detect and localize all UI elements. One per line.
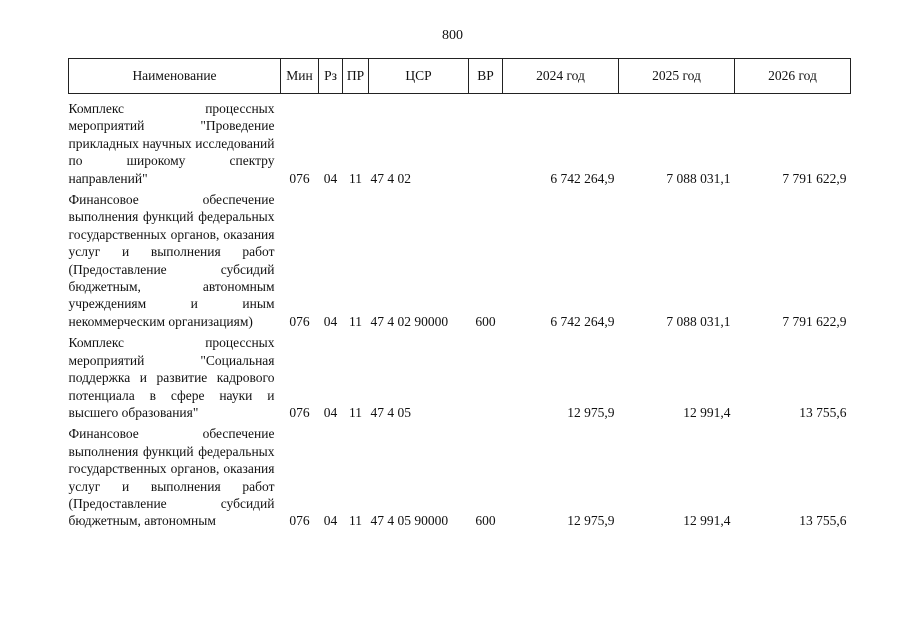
row-csr: 47 4 05: [370, 404, 411, 420]
row-name-text: Комплекс процессных мероприятий "Проведение прикладных научных исследований по широкому спектру направлений": [68, 101, 275, 186]
row-name: [69, 94, 281, 192]
header-pr: ПР: [343, 59, 369, 94]
row-rz: 04: [323, 404, 338, 420]
row-vr: [469, 334, 503, 425]
row-csr: 47 4 02: [370, 170, 411, 186]
row-vr: 600: [475, 313, 496, 329]
header-vr: ВР: [469, 59, 503, 94]
row-rz: 04: [323, 313, 338, 329]
row-name-text: Комплекс процессных мероприятий "Социальная поддержка и развитие кадрового потенциала в сфере науки и высшего образования": [68, 335, 275, 420]
row-rz: 04: [323, 170, 338, 186]
row-2025: 7 088 031,1: [666, 170, 731, 186]
table-row: [69, 94, 851, 192]
header-name: Наименование: [69, 59, 281, 94]
header-csr: ЦСР: [369, 59, 469, 94]
page-number: 800: [442, 28, 463, 43]
row-2025: 12 991,4: [683, 513, 731, 529]
table-body: [69, 94, 851, 534]
row-2024: 12 975,9: [567, 513, 615, 529]
table-row: [69, 425, 851, 533]
row-pr: 11: [349, 513, 362, 529]
header-2025: 2025 год: [619, 59, 735, 94]
row-2026: 7 791 622,9: [782, 313, 847, 329]
row-pr: 11: [349, 404, 362, 420]
row-min: 076: [289, 404, 310, 420]
row-csr: 47 4 02 90000: [370, 313, 449, 329]
row-2026: 7 791 622,9: [782, 170, 847, 186]
row-2024: 6 742 264,9: [550, 170, 615, 186]
row-rz: 04: [323, 513, 338, 529]
budget-table: [68, 58, 851, 534]
row-2026: 13 755,6: [799, 404, 847, 420]
row-2025: 7 088 031,1: [666, 313, 731, 329]
row-name-text: Финансовое обеспечение выполнения функций федеральных государственных органов, оказания услуг и выполнения работ (Предоставление субсидий бюджетным, автономным учреждениям и иным некоммерческим организациям): [68, 192, 275, 329]
row-name-text: Финансовое обеспечение выполнения функций федеральных государственных органов, оказания услуг и выполнения работ (Предоставление субсидий бюджетным, автономным: [68, 426, 275, 529]
table-row: [69, 191, 851, 334]
header-2024: 2024 год: [503, 59, 619, 94]
row-name: [69, 191, 281, 334]
header-min: Мин: [281, 59, 319, 94]
row-name: [69, 334, 281, 425]
table-header: [69, 59, 851, 94]
row-vr: [469, 94, 503, 192]
row-2024: 12 975,9: [567, 404, 615, 420]
row-pr: 11: [349, 170, 362, 186]
row-min: 076: [289, 513, 310, 529]
row-vr: 600: [475, 513, 496, 529]
table-row: [69, 334, 851, 425]
row-2025: 12 991,4: [683, 404, 731, 420]
row-2026: 13 755,6: [799, 513, 847, 529]
row-pr: 11: [349, 313, 362, 329]
row-min: 076: [289, 313, 310, 329]
row-csr: 47 4 05 90000: [370, 513, 449, 529]
row-min: 076: [289, 170, 310, 186]
row-name: [69, 425, 281, 533]
header-2026: 2026 год: [735, 59, 851, 94]
row-2024: 6 742 264,9: [550, 313, 615, 329]
header-rz: Рз: [319, 59, 343, 94]
